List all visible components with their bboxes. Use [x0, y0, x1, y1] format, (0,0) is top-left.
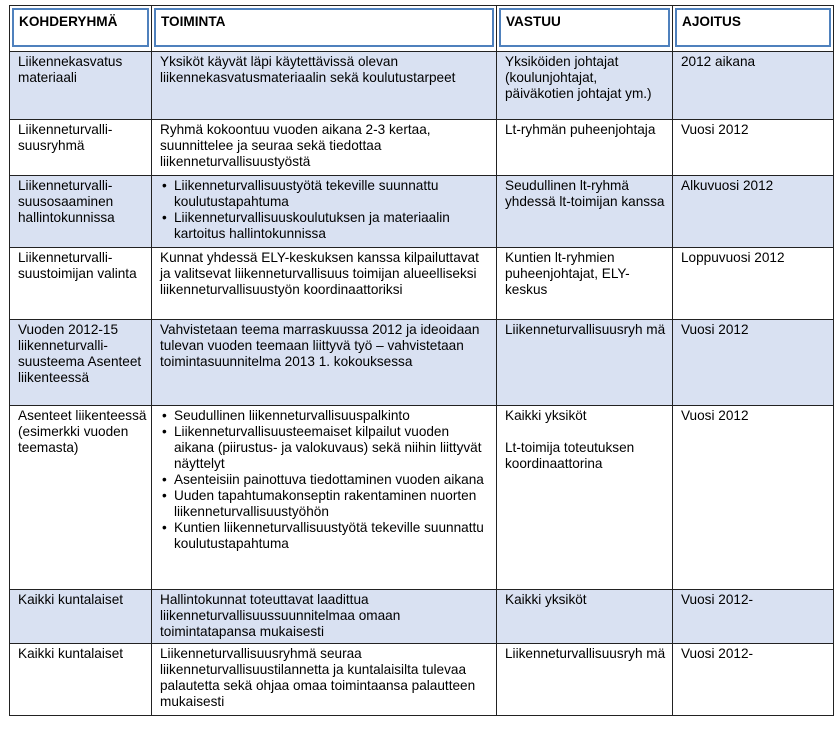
header-kohderyhma: KOHDERYHMÄ — [10, 6, 152, 52]
cell-vastuu — [497, 406, 673, 590]
cell-toiminta: Ryhmä kokoontuu vuoden aikana 2-3 kertaa, suunnittelee ja seuraa sekä tiedottaa liikenneturvallisuustyöstä — [152, 120, 497, 176]
vastuu-line: Kaikki yksiköt — [505, 408, 587, 423]
table-row — [10, 248, 834, 320]
cell-toiminta — [152, 406, 497, 590]
cell-ajoitus: Vuosi 2012- — [673, 590, 834, 644]
cell-kohderyhma: Liikennekasvatus materiaali — [10, 52, 152, 120]
list-item: • Liikenneturvallisuuskoulutuksen ja materiaalin kartoitus hallintokunnissa — [160, 210, 492, 242]
cell-vastuu: Liikenneturvallisuusryh mä — [497, 644, 673, 716]
cell-ajoitus: Loppuvuosi 2012 — [673, 248, 834, 320]
cell-toiminta — [152, 176, 497, 248]
cell-toiminta: Vahvistetaan teema marraskuussa 2012 ja ideoidaan tulevan vuoden teemaan liittyvä työ – vahvistetaan toimintasuunnitelma 2013 1. kokouksessa — [152, 320, 497, 406]
cell-ajoitus: Vuosi 2012 — [673, 406, 834, 590]
list-item: • Seudullinen liikenneturvallisuuspalkinto — [160, 408, 492, 424]
cell-ajoitus: Vuosi 2012 — [673, 320, 834, 406]
header-ajoitus: AJOITUS — [673, 6, 834, 52]
cell-ajoitus: Vuosi 2012 — [673, 120, 834, 176]
cell-toiminta: Kunnat yhdessä ELY-keskuksen kanssa kilpailuttavat ja valitsevat liikenneturvallisuus toimijan alueelliseksi liikenneturvallisuustyön koordinaattoriksi — [152, 248, 497, 320]
cell-kohderyhma: Liikenneturvalli-suusryhmä — [10, 120, 152, 176]
cell-toiminta: Hallintokunnat toteuttavat laadittua liikenneturvallisuussuunnitelmaa omaan toimintatapansa mukaisesti — [152, 590, 497, 644]
list-item: • Liikenneturvallisuustyötä tekeville suunnattu koulutustapahtuma — [160, 178, 492, 210]
table-row — [10, 52, 834, 120]
bullet-list — [160, 408, 492, 552]
cell-toiminta: Liikenneturvallisuusryhmä seuraa liikenneturvallisuustilannetta ja kuntalaisilta tulevaa palautetta sekä ohjaa omaa toimintaansa palautteen mukaisesti — [152, 644, 497, 716]
bullet-list — [160, 178, 492, 242]
cell-toiminta: Yksiköt käyvät läpi käytettävissä olevan liikennekasvatusmateriaalin sekä koulutustarpeet — [152, 52, 497, 120]
header-vastuu: VASTUU — [497, 6, 673, 52]
cell-kohderyhma: Liikenneturvalli-suusosaaminen hallintokunnissa — [10, 176, 152, 248]
spacer — [505, 424, 668, 440]
cell-vastuu: Lt-ryhmän puheenjohtaja — [497, 120, 673, 176]
cell-kohderyhma: Liikenneturvalli-suustoimijan valinta — [10, 248, 152, 320]
cell-ajoitus: 2012 aikana — [673, 52, 834, 120]
list-item: • Uuden tapahtumakonseptin rakentaminen nuorten liikenneturvallisuustyöhön — [160, 488, 492, 520]
cell-kohderyhma: Kaikki kuntalaiset — [10, 644, 152, 716]
cell-vastuu: Liikenneturvallisuusryh mä — [497, 320, 673, 406]
action-plan-table — [9, 5, 834, 716]
cell-ajoitus: Vuosi 2012- — [673, 644, 834, 716]
cell-kohderyhma: Kaikki kuntalaiset — [10, 590, 152, 644]
table-row — [10, 406, 834, 590]
table-row — [10, 176, 834, 248]
list-item: • Asenteisiin painottuva tiedottaminen vuoden aikana — [160, 472, 492, 488]
cell-kohderyhma: Asenteet liikenteessä (esimerkki vuoden teemasta) — [10, 406, 152, 590]
cell-kohderyhma: Vuoden 2012-15 liikenneturvalli-suusteema Asenteet liikenteessä — [10, 320, 152, 406]
table-row — [10, 320, 834, 406]
cell-ajoitus: Alkuvuosi 2012 — [673, 176, 834, 248]
table-row — [10, 120, 834, 176]
cell-vastuu: Kaikki yksiköt — [497, 590, 673, 644]
header-toiminta: TOIMINTA — [152, 6, 497, 52]
cell-vastuu: Seudullinen lt-ryhmä yhdessä lt-toimijan kanssa — [497, 176, 673, 248]
vastuu-line: Lt-toimija toteutuksen koordinaattorina — [505, 440, 635, 471]
cell-vastuu: Kuntien lt-ryhmien puheenjohtajat, ELY-keskus — [497, 248, 673, 320]
list-item: • Liikenneturvallisuusteemaiset kilpailut vuoden aikana (piirustus- ja valokuvaus) sekä niihin liittyvät näyttelyt — [160, 424, 492, 472]
list-item: • Kuntien liikenneturvallisuustyötä tekeville suunnattu koulutustapahtuma — [160, 520, 492, 552]
table-row — [10, 590, 834, 644]
header-row — [10, 6, 834, 52]
cell-vastuu: Yksiköiden johtajat (koulunjohtajat, päiväkotien johtajat ym.) — [497, 52, 673, 120]
table-row — [10, 644, 834, 716]
